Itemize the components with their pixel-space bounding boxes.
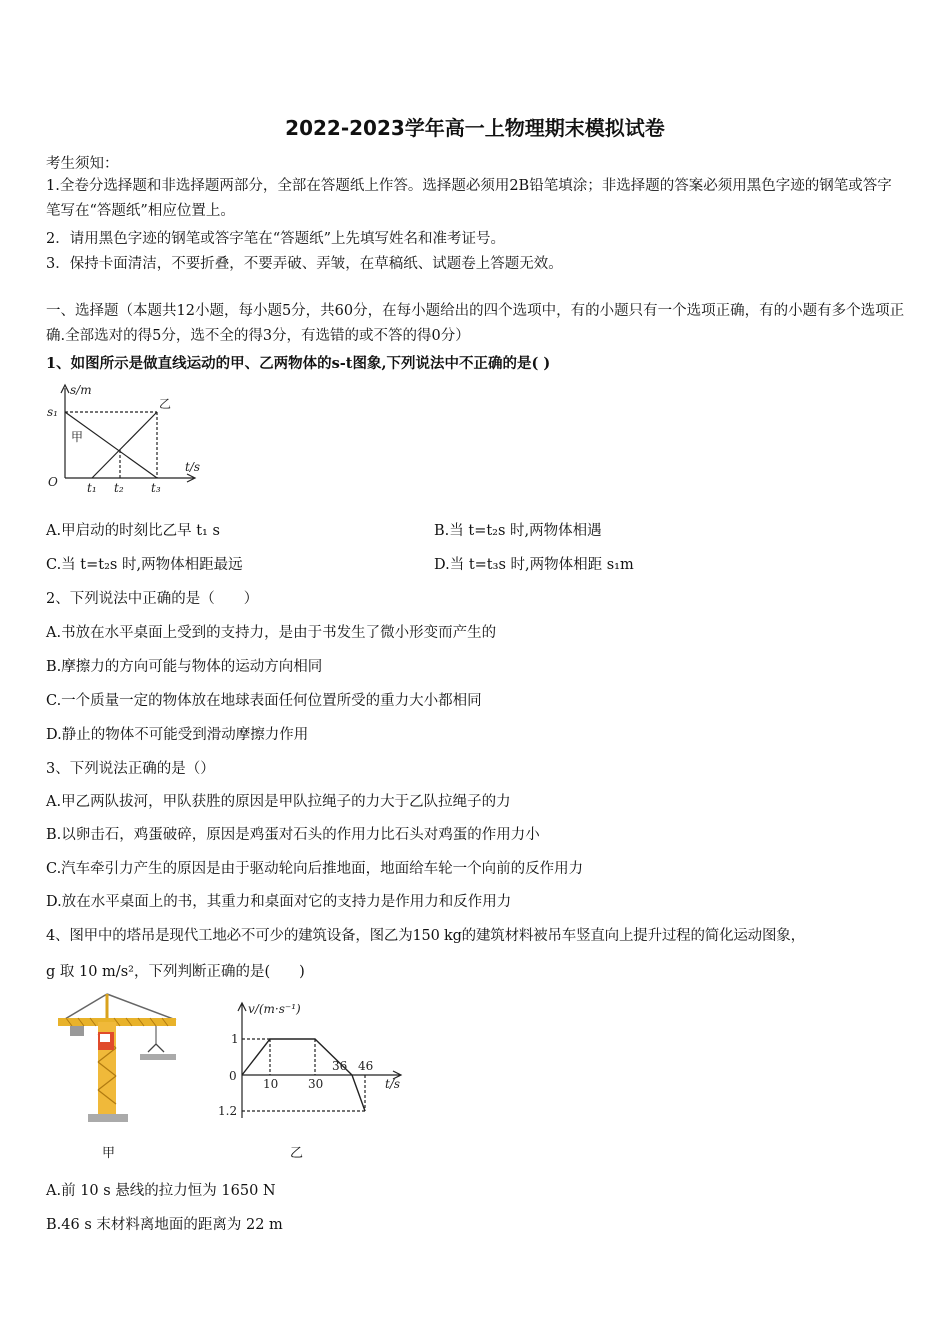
q1-s1-label: s₁ bbox=[47, 405, 58, 419]
q1-line-jia bbox=[65, 412, 157, 478]
page-title: 2022-2023学年高一上物理期末模拟试卷 bbox=[285, 116, 665, 140]
q3-option-d: D.放在水平桌面上的书，其重力和桌面对它的支持力是作用力和反作用力 bbox=[46, 894, 512, 910]
q1-yi-label: 乙 bbox=[159, 397, 172, 411]
q4-t10-label: 10 bbox=[263, 1077, 279, 1091]
q1-x-label: t/s bbox=[185, 460, 201, 474]
q1-origin-label: O bbox=[48, 475, 58, 489]
q1-t1-label: t₁ bbox=[87, 481, 97, 495]
q1-stem: 1、如图所示是做直线运动的甲、乙两物体的s-t图象,下列说法中不正确的是( ) bbox=[46, 355, 551, 372]
section-heading: 一、选择题（本题共12小题，每小题5分，共60分，在每小题给出的四个选项中，有的小题只有一个选项正确，有的小题有多个选项正确.全部选对的得5分，选不全的得3分，有选错的或不答的得0分） bbox=[46, 303, 905, 344]
q4-t36-label: 36 bbox=[332, 1059, 348, 1073]
q4-y-label: v/(m·s⁻¹) bbox=[248, 1002, 301, 1016]
q1-option-b: B.当 t=t₂s 时,两物体相遇 bbox=[434, 523, 602, 539]
q4-option-b: B.46 s 末材料离地面的距离为 22 m bbox=[46, 1217, 283, 1233]
q1-option-a: A.甲启动的时刻比乙早 t₁ s bbox=[46, 523, 220, 539]
q3-stem: 3、下列说法正确的是（） bbox=[46, 761, 215, 777]
q1-y-label: s/m bbox=[70, 383, 92, 397]
q1-line-yi bbox=[92, 412, 157, 478]
q4-option-a: A.前 10 s 悬线的拉力恒为 1650 N bbox=[46, 1183, 276, 1199]
tower-crane-illustration bbox=[52, 992, 182, 1124]
q2-option-d: D.静止的物体不可能受到滑动摩擦力作用 bbox=[46, 727, 309, 743]
q1-option-d: D.当 t=t₃s 时,两物体相距 s₁m bbox=[434, 557, 634, 573]
notice-item-2: 2．请用黑色字迹的钢笔或答字笔在“答题纸”上先填写姓名和准考证号。 bbox=[46, 231, 506, 247]
q4-vt-graph bbox=[212, 996, 412, 1126]
q4-stem-line-2: g 取 10 m/s²，下列判断正确的是( ) bbox=[46, 964, 305, 980]
q4-v1-label: 1 bbox=[231, 1032, 239, 1046]
q4-v2-label: 1.2 bbox=[218, 1104, 238, 1118]
q2-option-a: A.书放在水平桌面上受到的支持力，是由于书发生了微小形变而产生的 bbox=[46, 625, 497, 641]
q3-option-b: B.以卵击石，鸡蛋破碎，原因是鸡蛋对石头的作用力比石头对鸡蛋的作用力小 bbox=[46, 827, 540, 843]
q4-x-label: t/s bbox=[385, 1077, 401, 1091]
notice-item-3: 3．保持卡面清洁，不要折叠，不要弄破、弄皱，在草稿纸、试题卷上答题无效。 bbox=[46, 256, 563, 272]
q4-t46-label: 46 bbox=[358, 1059, 374, 1073]
q2-option-b: B.摩擦力的方向可能与物体的运动方向相同 bbox=[46, 659, 323, 675]
q2-option-c: C.一个质量一定的物体放在地球表面任何位置所受的重力大小都相同 bbox=[46, 693, 482, 709]
q1-t3-label: t₃ bbox=[151, 481, 161, 495]
q4-fig-yi-caption: 乙 bbox=[290, 1146, 304, 1161]
q4-fig-jia-caption: 甲 bbox=[102, 1146, 116, 1161]
q1-option-c: C.当 t=t₂s 时,两物体相距最远 bbox=[46, 557, 243, 573]
q1-jia-label: 甲 bbox=[71, 430, 84, 444]
q4-stem-line-1: 4、图甲中的塔吊是现代工地必不可少的建筑设备，图乙为150 kg的建筑材料被吊车竖直向上提升过程的简化运动图象， bbox=[46, 928, 805, 944]
q3-option-c: C.汽车牵引力产生的原因是由于驱动轮向后推地面，地面给车轮一个向前的反作用力 bbox=[46, 861, 584, 877]
q4-origin-label: 0 bbox=[229, 1069, 237, 1083]
q4-t30-label: 30 bbox=[308, 1077, 324, 1091]
q2-stem: 2、下列说法中正确的是（ ） bbox=[46, 591, 259, 607]
q3-option-a: A.甲乙两队拔河，甲队获胜的原因是甲队拉绳子的力大于乙队拉绳子的力 bbox=[46, 794, 511, 810]
q1-st-graph bbox=[44, 378, 214, 498]
q1-t2-label: t₂ bbox=[114, 481, 124, 495]
notice-heading: 考生须知： bbox=[46, 156, 119, 172]
notice-item-1: 1.全卷分选择题和非选择题两部分，全部在答题纸上作答。选择题必须用2B铅笔填涂；非选择题的答案必须用黑色字迹的钢笔或答字笔写在“答题纸”相应位置上。 bbox=[46, 178, 892, 219]
